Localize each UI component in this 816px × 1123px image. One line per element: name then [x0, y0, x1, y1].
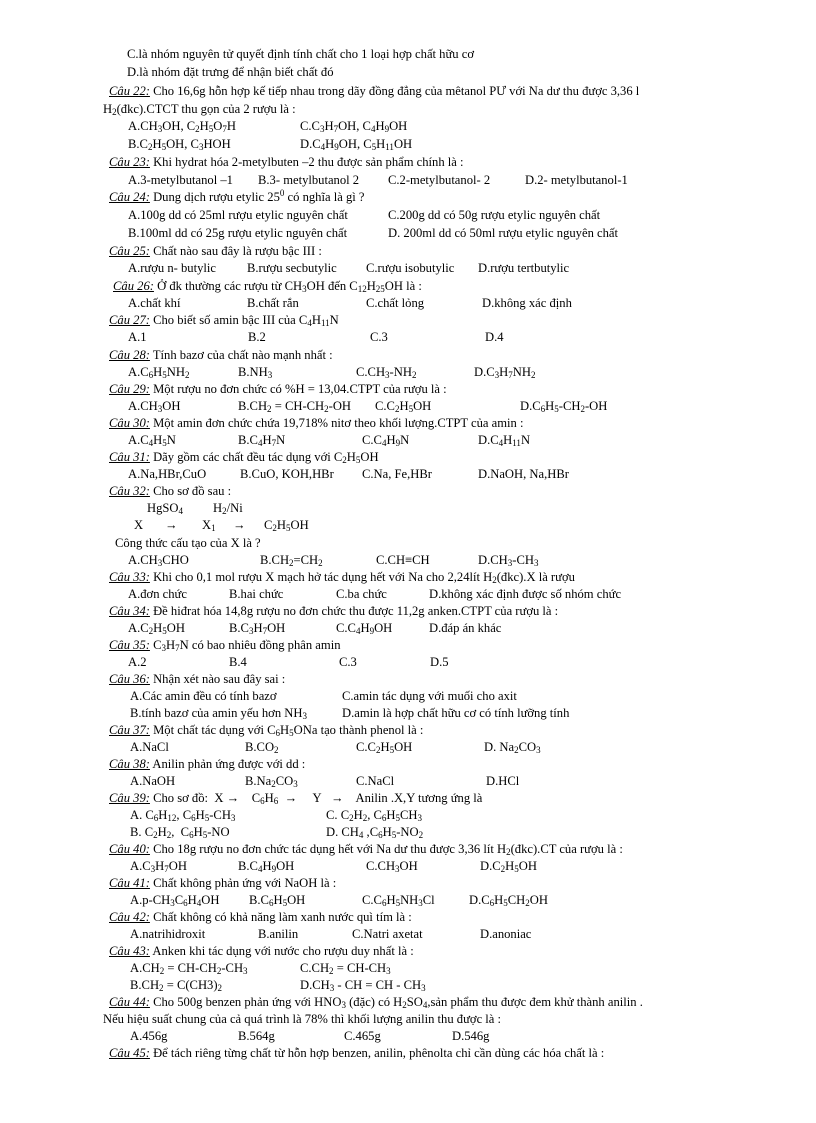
question-line: [109, 243, 322, 259]
question-label: Câu 39:: [109, 791, 150, 805]
question-label: Câu 32:: [109, 484, 150, 498]
question-line: [109, 347, 333, 363]
answer-option: $B.CH_2=CH_2$: [260, 553, 323, 568]
question-line: [109, 603, 558, 619]
line-text: Cho biết số amin bậc III của $C_4H_{11}N$: [149, 313, 339, 328]
answer-option: C.NaCl: [356, 774, 395, 788]
question-line: [109, 1045, 604, 1061]
question-label: Câu 38:: [109, 757, 150, 771]
question-line: [109, 722, 423, 738]
question-label: Câu 45:: [109, 1046, 150, 1060]
answer-option: A.3-metylbutanol –1: [128, 173, 233, 187]
answer-option: $B.CO_2$: [245, 740, 279, 755]
answer-option: B.564g: [238, 1029, 275, 1043]
answer-option: $D.C_3H_7NH_2$: [474, 365, 536, 380]
answer-option: B.tính bazơ của amin yếu hơn $NH_3$: [130, 706, 307, 721]
answer-option: $D.CH_3-CH_3$: [478, 553, 539, 568]
answer-option: B. $C_2H_2$, $C_6H_5-NO$: [130, 825, 230, 840]
question-line: [113, 278, 422, 294]
question-label: Câu 26:: [113, 279, 154, 293]
answer-option: $D.C_2H_5OH$: [480, 859, 537, 874]
answer-option: $A.C_4H_5N$: [128, 433, 176, 448]
answer-option: $C.C_4H_9N$: [362, 433, 410, 448]
answer-option: C.2-metylbutanol- 2: [388, 173, 491, 187]
answer-option: $D.CH_3$ - CH = CH - $CH_3$: [300, 978, 426, 993]
question-label: Câu 35:: [109, 638, 150, 652]
line-text: Khi hydrat hóa 2-metylbuten –2 thu được sản phẩm chính là :: [149, 155, 464, 169]
line-text: Một rượu no đơn chức có %H = 13,04.CTPT của rượu là :: [149, 382, 447, 396]
line-text: Nếu hiệu suất chung của cả quá trình là 78% thì khối lượng anilin thu được là :: [103, 1012, 502, 1026]
line-text: Ở đk thường các rượu từ $CH_3OH$ đến $C_{12}H_{25}OH$ là :: [153, 279, 422, 294]
line-text: Chất không phản ứng với NaOH là :: [149, 876, 337, 890]
question-line: [109, 790, 482, 806]
line-text: $C_3H_7N$ có bao nhiêu đồng phân amin: [149, 638, 341, 653]
answer-option: C.CH≡CH: [376, 553, 430, 567]
answer-option: $D.C_4H_{11}N$: [478, 433, 531, 448]
answer-option: $A.CH_3OH$: [128, 399, 181, 414]
answer-option: A.chất khí: [128, 296, 181, 310]
answer-option: $A.CH_3OH$, $C_2H_5O_7H$: [128, 119, 236, 134]
answer-option: D.đáp án khác: [429, 621, 502, 635]
answer-option: B.3- metylbutanol 2: [258, 173, 360, 187]
line-text: Cho sơ đồ: X → $C_6H_6$ → Y → Anilin .X,Y tương ứng là: [149, 791, 483, 806]
answer-option: A.Na,HBr,CuO: [128, 467, 207, 481]
answer-option: $A.C_3H_7OH$: [130, 859, 187, 874]
answer-option: A.2: [128, 655, 147, 669]
answer-option: D. $Na_2CO_3$: [484, 740, 541, 755]
answer-option: HgSO$_4$: [147, 501, 183, 516]
answer-option: $A.CH_2 = CH-CH_2-CH_3$: [130, 961, 248, 976]
answer-option: C.rượu isobutylic: [366, 261, 455, 275]
answer-option: D.amin là hợp chất hữu cơ có tính lưỡng tính: [342, 706, 570, 720]
answer-option: C.amin tác dụng với muối cho axit: [342, 689, 517, 703]
question-label: Câu 23:: [109, 155, 150, 169]
answer-option: $B.CH_2 = CH-CH_2-OH$: [238, 399, 352, 414]
line-text: Dung dịch rượu etylic $25^0$ có nghĩa là gì ?: [149, 188, 365, 204]
answer-option: B.anilin: [258, 927, 299, 941]
answer-option: D. $CH_4$ $,C_6H_5-NO_2$: [326, 825, 424, 840]
answer-option: A.NaOH: [130, 774, 176, 788]
answer-option: $B.C_2H_5OH$, $C_3HOH$: [128, 137, 231, 152]
answer-option: $B.C_6H_5OH$: [249, 893, 306, 908]
answer-option: $H_2/Ni$: [213, 501, 243, 516]
answer-option: $C.CH_2 = CH-CH_3$: [300, 961, 391, 976]
question-label: Câu 43:: [109, 944, 150, 958]
question-line: [109, 875, 336, 891]
answer-option: D.anoniac: [480, 927, 532, 941]
question-line: [109, 449, 379, 465]
question-line: [109, 756, 305, 772]
answer-option: D.546g: [452, 1029, 490, 1043]
question-label: Câu 28:: [109, 348, 150, 362]
line-text: Cho 18g rượu no đơn chức tác dụng hết với Na dư thu được 3,36 lít $H_2(đkc).CT$ của rượu là :: [149, 842, 623, 857]
question-line: [109, 909, 412, 925]
line-text: Chất không có khả năng làm xanh nước quì tím là :: [149, 910, 412, 924]
answer-option: C.465g: [344, 1029, 381, 1043]
answer-option: X: [134, 518, 144, 532]
answer-option: C.3: [339, 655, 357, 669]
answer-option: D. 200ml dd có 50ml rượu etylic nguyên chất: [388, 226, 618, 240]
answer-option: $D.C_6H_5CH_2OH$: [469, 893, 548, 908]
text-line: [103, 1011, 501, 1027]
question-line: [109, 943, 414, 959]
answer-option: A.100g dd có 25ml rượu etylic nguyên chất: [128, 208, 348, 222]
answer-option: D.5: [430, 655, 449, 669]
answer-option: $C.C_6H_5NH_3Cl$: [362, 893, 435, 908]
answer-option: $B.CH_2 = C(CH3)_2$: [130, 978, 223, 993]
answer-option: $C.CH_3OH$: [366, 859, 418, 874]
question-line: [109, 154, 464, 170]
answer-option: C.200g dd có 50g rượu etylic nguyên chất: [388, 208, 601, 222]
answer-option: $B.C_3H_7OH$: [229, 621, 286, 636]
answer-option: A.456g: [130, 1029, 168, 1043]
question-label: Câu 27:: [109, 313, 150, 327]
question-label: Câu 37:: [109, 723, 150, 737]
answer-option: $C_2H_5OH$: [264, 518, 309, 533]
question-line: [109, 312, 339, 328]
answer-option: A.đơn chức: [128, 587, 187, 601]
question-label: Câu 42:: [109, 910, 150, 924]
answer-option: $C.CH_3-NH_2$: [356, 365, 417, 380]
answer-option: B.100ml dd có 25g rượu etylic nguyên chất: [128, 226, 348, 240]
answer-option: A.rượu n- butylic: [128, 261, 216, 275]
answer-option: $C.C_4H_9OH$: [336, 621, 393, 636]
answer-option: B.hai chức: [229, 587, 284, 601]
line-text: Đề hiđrat hóa 14,8g rượu no đơn chức thu được 11,2g anken.CTPT của rượu là :: [149, 604, 559, 618]
answer-option: C.ba chức: [336, 587, 387, 601]
question-label: Câu 29:: [109, 382, 150, 396]
answer-option: D.không xác định: [482, 296, 572, 310]
question-label: Câu 22:: [109, 84, 150, 98]
line-text: Cho sơ đồ sau :: [149, 484, 232, 498]
answer-option: $A.C_2H_5OH$: [128, 621, 185, 636]
answer-option: A. $C_6H_{12}$, $C_6H_5-CH_3$: [130, 808, 236, 823]
answer-option: A.1: [128, 330, 147, 344]
answer-option: A.Các amin đều có tính bazơ: [130, 689, 277, 703]
question-label: Câu 24:: [109, 190, 150, 204]
answer-option: C.Na, Fe,HBr: [362, 467, 432, 481]
answer-option: D.rượu tertbutylic: [478, 261, 570, 275]
answer-option: C.3: [370, 330, 388, 344]
answer-option: D.4: [485, 330, 504, 344]
answer-option: $B.Na_2CO_3$: [245, 774, 298, 789]
answer-option: C.chất lỏng: [366, 296, 425, 310]
line-text: Một chất tác dụng với $C_6H_5ONa$ tạo thành phenol là :: [149, 723, 424, 738]
answer-option: $B.NH_3$: [238, 365, 273, 380]
line-text: Anken khi tác dụng với nước cho rượu duy nhất là :: [149, 944, 414, 958]
line-text: Tính bazơ của chất nào mạnh nhất :: [149, 348, 333, 362]
answer-option: C.Natri axetat: [352, 927, 423, 941]
answer-option: $A.CH_3CHO$: [128, 553, 189, 568]
answer-option: →: [233, 518, 246, 532]
answer-option: $A.p-CH_3C_6H_4OH$: [130, 893, 220, 908]
line-text: Cho 16,6g hỗn hợp kế tiếp nhau trong dãy đồng đẳng của mêtanol PƯ với Na dư thu được 3,36 l: [149, 84, 640, 98]
text-line: [115, 535, 261, 551]
question-label: Câu 33:: [109, 570, 150, 584]
question-line: [109, 381, 447, 397]
answer-option: B.rượu secbutylic: [247, 261, 337, 275]
answer-option: D.không xác định được số nhóm chức: [429, 587, 622, 601]
question-label: Câu 30:: [109, 416, 150, 430]
question-line: [109, 671, 285, 687]
answer-option: $C.C_2H_5OH$: [375, 399, 432, 414]
line-text: C.là nhóm nguyên tử quyết định tính chất cho 1 loại hợp chất hữu cơ: [127, 47, 474, 61]
question-label: Câu 41:: [109, 876, 150, 890]
answer-option: A.natrihidroxit: [130, 927, 206, 941]
answer-option: B.chất rắn: [247, 296, 299, 310]
question-line: [109, 83, 639, 99]
answer-option: C. $C_2H_2$, $C_6H_5CH_3$: [326, 808, 423, 823]
question-line: [109, 189, 364, 205]
answer-option: →: [165, 518, 178, 532]
answer-option: $D.C_6H_5-CH_2-OH$: [520, 399, 608, 414]
text-line: [103, 101, 296, 117]
line-text: Chất nào sau đây là rượu bậc III :: [149, 244, 322, 258]
answer-option: A.NaCl: [130, 740, 169, 754]
answer-option: D.NaOH, Na,HBr: [478, 467, 569, 481]
answer-option: $D.C_4H_9OH$, $C_5H_{11}OH$: [300, 137, 413, 152]
line-text: Nhận xét nào sau đây sai :: [149, 672, 286, 686]
line-text: Dãy gồm các chất đều tác dụng với $C_2H_5OH$: [149, 450, 379, 465]
answer-option: D.2- metylbutanol-1: [525, 173, 628, 187]
answer-option: $B.C_4H_9OH$: [238, 859, 295, 874]
question-label: Câu 40:: [109, 842, 150, 856]
line-text: Một amin đơn chức chứa 19,718% nitơ theo khối lượng.CTPT của amin :: [149, 416, 524, 430]
question-label: Câu 44:: [109, 995, 150, 1009]
answer-option: $B.C_4H_7N$: [238, 433, 286, 448]
text-line: [127, 46, 474, 62]
line-text: Cho 500g benzen phản ứng với $HNO_3$ (đặc) có $H_2SO_4,sản$ phẩm thu được đem khử thành anilin .: [149, 995, 643, 1010]
question-label: Câu 36:: [109, 672, 150, 686]
answer-option: B.2: [248, 330, 266, 344]
question-line: [109, 637, 341, 653]
line-text: Để tách riêng từng chất từ hỗn hợp benzen, anilin, phênolta chỉ cần dùng các hóa chất là :: [149, 1046, 605, 1060]
answer-option: $C.C_3H_7OH$, $C_4H_9OH$: [300, 119, 408, 134]
question-line: [109, 841, 623, 857]
text-line: [127, 64, 334, 80]
answer-option: D.HCl: [486, 774, 520, 788]
line-text: D.là nhóm đặt trưng để nhận biết chất đó: [127, 65, 334, 79]
answer-option: $A.C_6H_5NH_2$: [128, 365, 190, 380]
answer-option: B.4: [229, 655, 247, 669]
question-label: Câu 25:: [109, 244, 150, 258]
answer-option: $X_1$: [202, 518, 216, 533]
question-line: [109, 994, 643, 1010]
line-text: Công thức cấu tạo của X là ?: [115, 536, 261, 550]
line-text: $H_2(đkc).CTCT$ thu gọn của 2 rượu là :: [103, 102, 296, 117]
question-label: Câu 31:: [109, 450, 150, 464]
answer-option: B.CuO, KOH,HBr: [240, 467, 334, 481]
question-line: [109, 415, 524, 431]
question-line: [109, 483, 231, 499]
question-label: Câu 34:: [109, 604, 150, 618]
line-text: Khi cho 0,1 mol rượu X mạch hở tác dụng hết với Na cho 2,24lít $H_2(đkc).X$ là rượu: [149, 570, 575, 585]
line-text: Anilin phản ứng được với dd :: [149, 757, 306, 771]
question-line: [109, 569, 575, 585]
answer-option: $C.C_2H_5OH$: [356, 740, 413, 755]
